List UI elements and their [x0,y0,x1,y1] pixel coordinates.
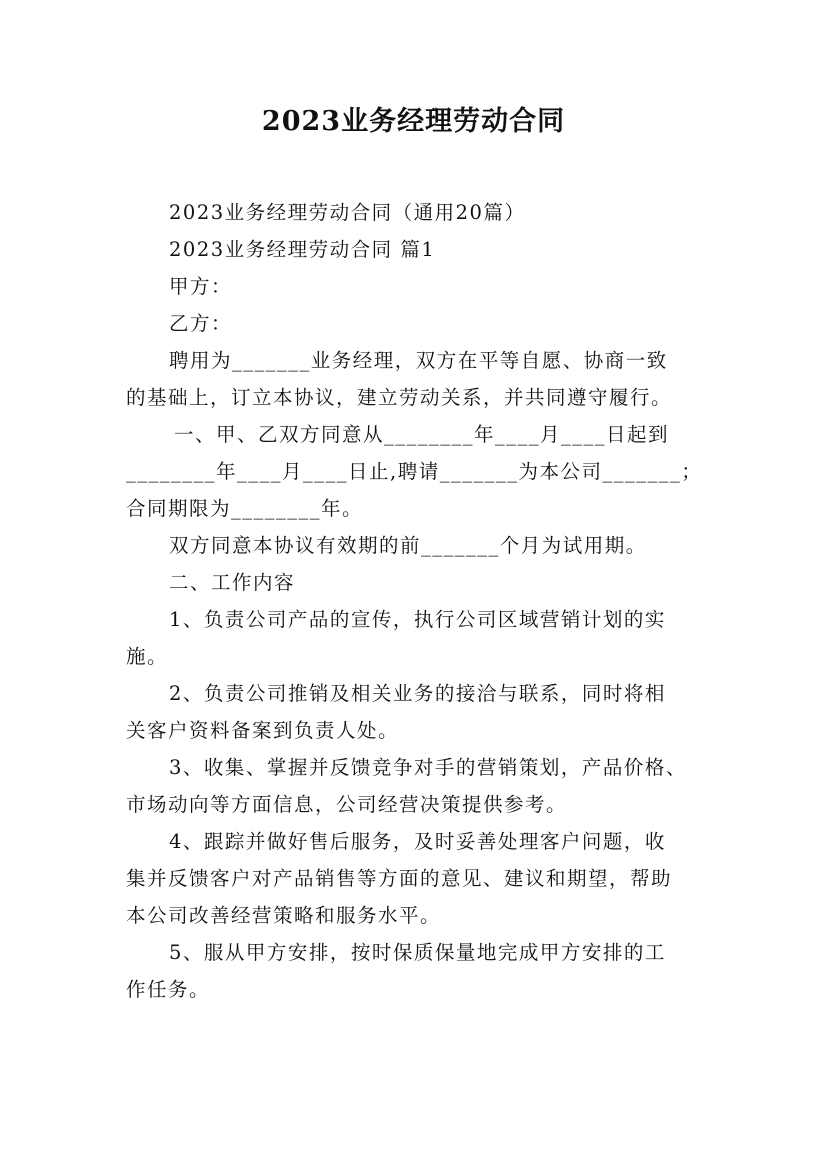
document-title: 2023业务经理劳动合同 [261,106,566,137]
list-item-line: 施。 [126,645,169,668]
party-b-line: 乙方： [169,312,233,335]
list-item-line: 作任务。 [126,978,211,1001]
paragraph-line: ________年____月____日止,聘请_______为本公司_______； [126,460,703,483]
paragraph-line: 一、甲、乙双方同意从________年____月____日起到 [174,423,670,446]
list-item-line: 1、负责公司产品的宣传，执行公司区域营销计划的实 [169,608,666,631]
paragraph-line: 的基础上，订立本协议，建立劳动关系，并共同遵守履行。 [126,386,673,409]
list-item-line: 2、负责公司推销及相关业务的接洽与联系，同时将相 [169,682,666,705]
party-a-line: 甲方： [169,275,233,298]
document-body [126,194,704,1008]
list-item-line: 关客户资料备案到负责人处。 [126,719,400,742]
paragraph-line: 聘用为_______业务经理，双方在平等自愿、协商一致 [169,349,668,372]
subtitle-line: 2023业务经理劳动合同（通用20篇） [169,201,526,224]
list-item-line: 本公司改善经营策略和服务水平。 [126,904,442,927]
list-item-line: 3、收集、掌握并反馈竞争对手的营销策划，产品价格、 [169,756,687,779]
section-heading: 2023业务经理劳动合同 篇1 [169,238,436,261]
list-item-line: 市场动向等方面信息，公司经营决策提供参考。 [126,793,568,816]
paragraph-line: 双方同意本协议有效期的前_______个月为试用期。 [169,534,647,557]
list-item-line: 集并反馈客户对产品销售等方面的意见、建议和期望，帮助 [126,867,673,890]
list-item-line: 4、跟踪并做好售后服务，及时妥善处理客户问题，收 [169,830,666,853]
paragraph-line: 合同期限为________年。 [126,497,364,520]
section-heading: 二、工作内容 [169,571,296,594]
list-item-line: 5、服从甲方安排，按时保质保量地完成甲方安排的工 [169,941,666,964]
